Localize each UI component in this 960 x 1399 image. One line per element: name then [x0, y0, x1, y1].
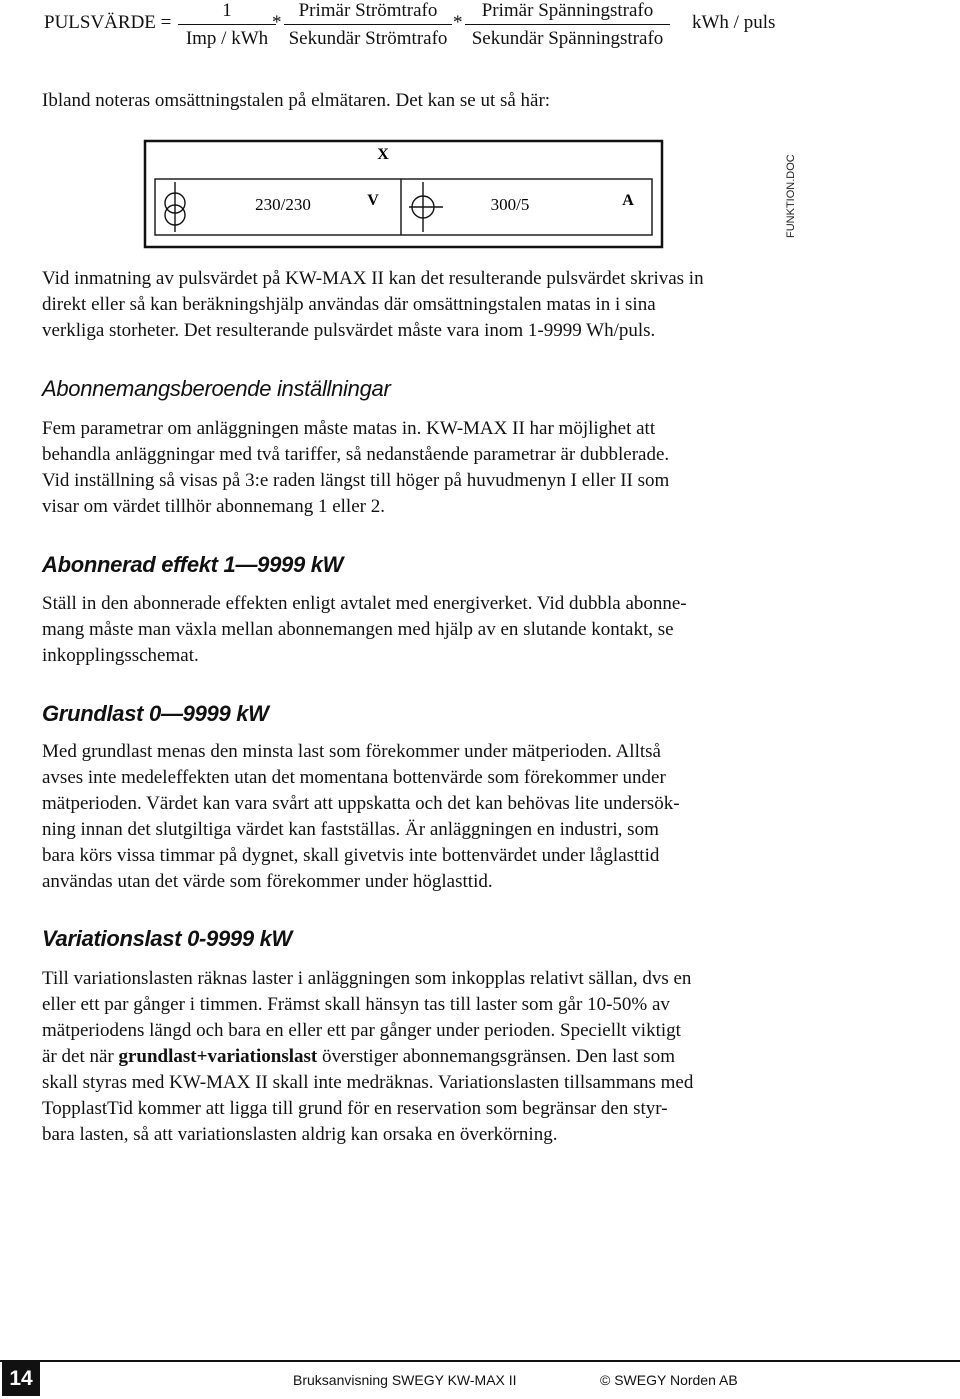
fraction-3-denominator: Sekundär Spänningstrafo: [471, 28, 664, 49]
fraction-1-numerator: 1: [222, 0, 232, 21]
ct-ratio-label: 300/5: [490, 195, 530, 214]
heading-subscription-settings: Abonnemangsberoende inställningar: [42, 376, 391, 401]
text-line: visar om värdet tillhör abonnemang 1 eller 2.: [42, 496, 385, 517]
text-line: avses inte medeleffekten utan det momentana bottenvärde som förekommer under: [42, 767, 666, 788]
text-line: Fem parametrar om anläggningen måste matas in. KW-MAX II har möjlighet att: [42, 418, 656, 439]
text-line: behandla anläggningar med två tariffer, så nedanstående parametrar är dubblerade.: [42, 444, 670, 465]
text-line: ning innan det slutgiltiga värdet kan fastställas. Är anläggningen en industri, som: [42, 819, 659, 840]
text-line: Vid inställning så visas på 3:e raden längst till höger på huvudmenyn I eller II som: [42, 470, 670, 491]
diagram-top-label: X: [377, 146, 389, 163]
text-line: eller ett par gånger i timmen. Främst skall hänsyn tas till laster som går 10-50% av: [42, 994, 670, 1015]
heading-variation-load: Variationslast 0-9999 kW: [42, 926, 292, 951]
paragraph-base-load: [42, 739, 822, 895]
multiply-sign-2: *: [453, 12, 463, 33]
fraction-2-numerator: Primär Strömtrafo: [298, 0, 438, 21]
current-transformer-icon: [409, 182, 443, 232]
text-line: användas utan det värde som förekommer under höglasttid.: [42, 871, 493, 892]
paragraph-subscribed-power: [42, 591, 822, 669]
text-line: Till variationslasten räknas laster i anläggningen som inkopplas relativt sällan, dvs en: [42, 968, 692, 989]
document-filename-label: FUNKTION.DOC: [785, 154, 797, 238]
text-line: bara körs vissa timmar på dygnet, skall givetvis inte bottenvärdet under låglasttid: [42, 845, 660, 866]
text-line: mätperiodens längd och bara en eller ett par gånger under perioden. Speciellt viktigt: [42, 1020, 681, 1041]
ct-unit-label: A: [622, 192, 634, 209]
vt-ratio-label: 230/230: [255, 195, 311, 214]
text-line: skall styras med KW-MAX II skall inte medräknas. Variationslasten tillsammans med: [42, 1072, 694, 1093]
text-line: Vid inmatning av pulsvärdet på KW-MAX II kan det resulterande pulsvärdet skrivas in: [42, 268, 704, 289]
formula-lhs: PULSVÄRDE =: [44, 12, 172, 33]
diagram-outer-frame: [145, 141, 662, 247]
text-line: verkliga storheter. Det resulterande pulsvärdet måste vara inom 1-9999 Wh/puls.: [42, 320, 656, 341]
fraction-2-denominator: Sekundär Strömtrafo: [288, 28, 448, 49]
footer-manual-title: Bruksanvisning SWEGY KW-MAX II: [293, 1372, 517, 1388]
diagram-inner-frame: [155, 179, 652, 235]
formula-fraction-2: [284, 0, 452, 50]
text-line: direkt eller så kan beräkningshjälp användas där omsättningstalen matas in i sina: [42, 294, 656, 315]
text-line: inkopplingsschemat.: [42, 645, 199, 666]
meter-transformer-diagram: [140, 136, 668, 252]
text-line: mang måste man växla mellan abonnemangen med hjälp av en slutande kontakt, se: [42, 619, 674, 640]
paragraph-pulse-value: [42, 266, 822, 344]
text-line: mätperioden. Värdet kan vara svårt att uppskatta och det kan behövas lite undersök-: [42, 793, 680, 814]
bold-term: grundlast+variationslast: [118, 1046, 318, 1067]
paragraph-subscription-settings: [42, 416, 822, 520]
footer-copyright: © SWEGY Norden AB: [600, 1372, 738, 1388]
formula-fraction-3: [465, 0, 670, 50]
text-line: bara lasten, så att variationslasten aldrig kan orsaka en överkörning.: [42, 1124, 558, 1145]
text-line: Ställ in den abonnerade effekten enligt avtalet med energiverket. Vid dubbla abonne-: [42, 593, 687, 614]
footer-rule: [0, 1360, 960, 1362]
vt-unit-label: V: [367, 192, 379, 209]
paragraph-variation-load: [42, 966, 822, 1148]
multiply-sign-1: *: [272, 12, 282, 33]
formula-fraction-1: [178, 0, 276, 50]
heading-subscribed-power: Abonnerad effekt 1—9999 kW: [42, 552, 344, 577]
heading-base-load: Grundlast 0—9999 kW: [42, 701, 269, 726]
page-number: 14: [2, 1362, 40, 1396]
text-line: TopplastTid kommer att ligga till grund för en reservation som begränsar den styr-: [42, 1098, 668, 1119]
text-line: Med grundlast menas den minsta last som förekommer under mätperioden. Alltså: [42, 741, 661, 762]
fraction-1-denominator: Imp / kWh: [185, 28, 269, 49]
text-line: är det när grundlast+variationslast överstiger abonnemangsgränsen. Den last som: [42, 1046, 675, 1067]
voltage-transformer-icon: [165, 182, 185, 232]
fraction-3-numerator: Primär Spänningstrafo: [481, 0, 654, 21]
intro-text: Ibland noteras omsättningstalen på elmätaren. Det kan se ut så här:: [42, 90, 551, 111]
formula-unit: kWh / puls: [692, 12, 776, 33]
